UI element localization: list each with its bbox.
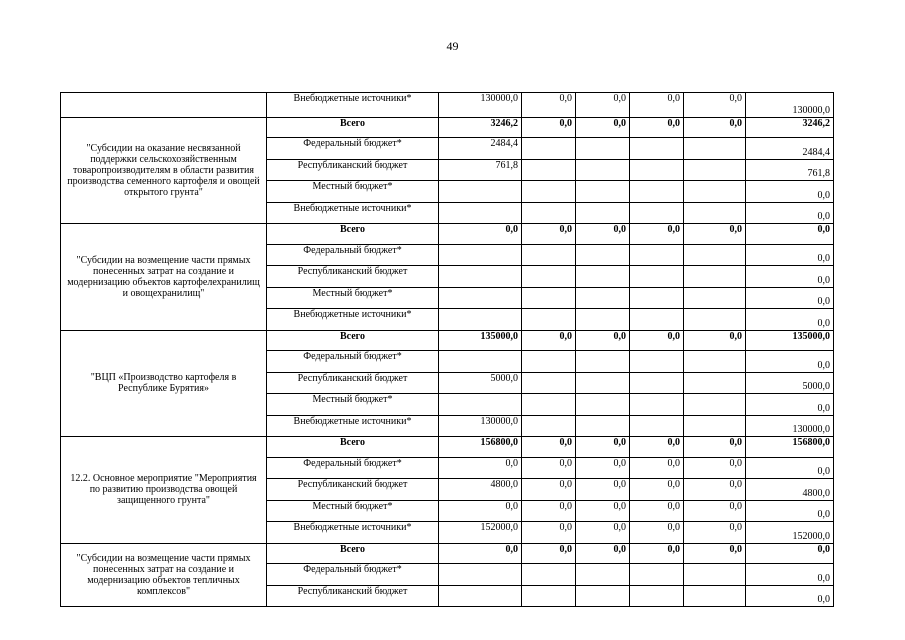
year-value-cell: 130000,0 <box>439 93 522 118</box>
year-value-cell: 0,0 <box>522 500 576 522</box>
year-value-cell: 0,0 <box>684 93 746 118</box>
year-value-cell <box>576 138 630 160</box>
year-value-cell: 0,0 <box>522 330 576 351</box>
year-value-cell: 0,0 <box>576 93 630 118</box>
total-value-cell: 0,0 <box>746 287 834 309</box>
year-value-cell <box>576 564 630 586</box>
year-value-cell: 0,0 <box>522 522 576 544</box>
year-value-cell <box>684 266 746 288</box>
table-row <box>61 330 834 351</box>
year-value-cell: 0,0 <box>684 457 746 479</box>
funding-source: Всего <box>267 543 439 564</box>
year-value-cell: 0,0 <box>684 500 746 522</box>
year-value-cell: 0,0 <box>630 522 684 544</box>
year-value-cell <box>684 181 746 203</box>
table-row <box>61 117 834 138</box>
funding-source: Местный бюджет* <box>267 500 439 522</box>
table-row <box>61 93 834 118</box>
year-value-cell <box>439 394 522 416</box>
year-value-cell <box>576 202 630 224</box>
year-value-cell: 0,0 <box>684 522 746 544</box>
funding-source: Федеральный бюджет* <box>267 457 439 479</box>
total-value-cell: 761,8 <box>746 159 834 181</box>
total-value-cell: 4800,0 <box>746 479 834 501</box>
page-number: 49 <box>446 39 459 53</box>
funding-source: Местный бюджет* <box>267 287 439 309</box>
funding-source: Внебюджетные источники* <box>267 522 439 544</box>
year-value-cell <box>576 351 630 373</box>
year-value-cell <box>684 159 746 181</box>
year-value-cell <box>576 244 630 266</box>
year-value-cell <box>630 394 684 416</box>
year-value-cell: 0,0 <box>576 479 630 501</box>
year-value-cell: 0,0 <box>576 543 630 564</box>
year-value-cell <box>684 202 746 224</box>
measure-description: "Субсидии на возмещение части прямых понесенных затрат на создание и модернизацию объектов картофелехранилищ и овощехранилищ" <box>61 224 267 331</box>
year-value-cell: 0,0 <box>522 117 576 138</box>
year-value-cell: 135000,0 <box>439 330 522 351</box>
year-value-cell <box>684 244 746 266</box>
funding-source: Местный бюджет* <box>267 394 439 416</box>
year-value-cell: 0,0 <box>522 93 576 118</box>
year-value-cell: 0,0 <box>630 117 684 138</box>
funding-source: Республиканский бюджет <box>267 585 439 607</box>
year-value-cell: 0,0 <box>684 437 746 458</box>
total-value-cell: 0,0 <box>746 309 834 331</box>
year-value-cell <box>630 138 684 160</box>
year-value-cell <box>522 181 576 203</box>
year-value-cell <box>684 138 746 160</box>
year-value-cell <box>522 202 576 224</box>
funding-source: Республиканский бюджет <box>267 479 439 501</box>
year-value-cell <box>522 244 576 266</box>
measure-description <box>61 93 267 118</box>
budget-table <box>60 92 834 607</box>
year-value-cell <box>576 585 630 607</box>
year-value-cell: 0,0 <box>576 117 630 138</box>
year-value-cell: 0,0 <box>576 457 630 479</box>
year-value-cell <box>576 287 630 309</box>
total-value-cell: 0,0 <box>746 202 834 224</box>
funding-source: Республиканский бюджет <box>267 266 439 288</box>
year-value-cell: 0,0 <box>439 500 522 522</box>
table-row <box>61 543 834 564</box>
total-value-cell: 0,0 <box>746 543 834 564</box>
year-value-cell <box>684 394 746 416</box>
funding-source: Всего <box>267 437 439 458</box>
year-value-cell: 0,0 <box>522 543 576 564</box>
year-value-cell: 0,0 <box>576 522 630 544</box>
year-value-cell <box>684 415 746 437</box>
funding-source: Федеральный бюджет* <box>267 351 439 373</box>
year-value-cell: 0,0 <box>522 437 576 458</box>
year-value-cell: 0,0 <box>522 224 576 245</box>
year-value-cell: 0,0 <box>630 224 684 245</box>
year-value-cell <box>630 202 684 224</box>
year-value-cell <box>576 181 630 203</box>
year-value-cell <box>522 287 576 309</box>
year-value-cell <box>630 372 684 394</box>
year-value-cell <box>630 159 684 181</box>
year-value-cell: 0,0 <box>576 224 630 245</box>
year-value-cell <box>684 372 746 394</box>
total-value-cell: 0,0 <box>746 564 834 586</box>
year-value-cell <box>439 287 522 309</box>
total-value-cell: 135000,0 <box>746 330 834 351</box>
year-value-cell: 156800,0 <box>439 437 522 458</box>
year-value-cell <box>522 159 576 181</box>
total-value-cell: 156800,0 <box>746 437 834 458</box>
year-value-cell: 0,0 <box>684 479 746 501</box>
year-value-cell <box>684 287 746 309</box>
year-value-cell <box>630 244 684 266</box>
year-value-cell: 0,0 <box>439 224 522 245</box>
year-value-cell <box>684 585 746 607</box>
year-value-cell: 0,0 <box>522 457 576 479</box>
year-value-cell <box>439 564 522 586</box>
measure-description: "Субсидии на оказание несвязанной поддержки сельскохозяйственным товаропроизводителям в области развития производства семенного картофеля и овощей открытого грунта" <box>61 117 267 224</box>
measure-description: 12.2. Основное мероприятие "Мероприятия по развитию производства овощей защищенного грунта" <box>61 437 267 544</box>
funding-source: Всего <box>267 117 439 138</box>
year-value-cell: 0,0 <box>576 437 630 458</box>
total-value-cell: 152000,0 <box>746 522 834 544</box>
year-value-cell <box>439 585 522 607</box>
total-value-cell: 5000,0 <box>746 372 834 394</box>
funding-source: Федеральный бюджет* <box>267 244 439 266</box>
year-value-cell <box>522 394 576 416</box>
year-value-cell <box>522 372 576 394</box>
funding-source: Федеральный бюджет* <box>267 564 439 586</box>
year-value-cell <box>576 266 630 288</box>
year-value-cell <box>630 266 684 288</box>
year-value-cell <box>630 351 684 373</box>
year-value-cell: 130000,0 <box>439 415 522 437</box>
measure-description: "ВЦП «Производство картофеля в Республике Бурятия» <box>61 330 267 437</box>
funding-source: Внебюджетные источники* <box>267 415 439 437</box>
year-value-cell <box>684 309 746 331</box>
year-value-cell <box>522 266 576 288</box>
funding-source: Местный бюджет* <box>267 181 439 203</box>
year-value-cell: 761,8 <box>439 159 522 181</box>
total-value-cell: 0,0 <box>746 244 834 266</box>
year-value-cell: 0,0 <box>684 330 746 351</box>
total-value-cell: 0,0 <box>746 266 834 288</box>
year-value-cell <box>576 394 630 416</box>
year-value-cell <box>522 138 576 160</box>
funding-source: Республиканский бюджет <box>267 372 439 394</box>
year-value-cell: 0,0 <box>630 543 684 564</box>
year-value-cell <box>522 585 576 607</box>
year-value-cell <box>684 564 746 586</box>
year-value-cell: 0,0 <box>630 500 684 522</box>
measure-description: "Субсидии на возмещение части прямых понесенных затрат на создание и модернизацию объектов тепличных комплексов" <box>61 543 267 607</box>
year-value-cell: 152000,0 <box>439 522 522 544</box>
table-row <box>61 224 834 245</box>
year-value-cell <box>439 351 522 373</box>
year-value-cell: 0,0 <box>576 500 630 522</box>
year-value-cell: 0,0 <box>576 330 630 351</box>
year-value-cell: 2484,4 <box>439 138 522 160</box>
year-value-cell <box>630 309 684 331</box>
funding-source: Всего <box>267 224 439 245</box>
year-value-cell <box>439 266 522 288</box>
total-value-cell: 2484,4 <box>746 138 834 160</box>
year-value-cell <box>630 585 684 607</box>
year-value-cell <box>630 564 684 586</box>
year-value-cell <box>630 287 684 309</box>
year-value-cell <box>439 309 522 331</box>
year-value-cell <box>439 181 522 203</box>
year-value-cell: 0,0 <box>522 479 576 501</box>
year-value-cell: 3246,2 <box>439 117 522 138</box>
total-value-cell: 0,0 <box>746 585 834 607</box>
total-value-cell: 0,0 <box>746 394 834 416</box>
funding-source: Внебюджетные источники* <box>267 202 439 224</box>
year-value-cell: 0,0 <box>630 479 684 501</box>
total-value-cell: 0,0 <box>746 224 834 245</box>
year-value-cell: 0,0 <box>684 117 746 138</box>
funding-source: Внебюджетные источники* <box>267 309 439 331</box>
year-value-cell <box>576 372 630 394</box>
table-row <box>61 437 834 458</box>
year-value-cell <box>684 351 746 373</box>
total-value-cell: 3246,2 <box>746 117 834 138</box>
funding-source: Федеральный бюджет* <box>267 138 439 160</box>
total-value-cell: 0,0 <box>746 457 834 479</box>
total-value-cell: 0,0 <box>746 181 834 203</box>
year-value-cell: 5000,0 <box>439 372 522 394</box>
total-value-cell: 0,0 <box>746 351 834 373</box>
year-value-cell <box>576 309 630 331</box>
year-value-cell: 4800,0 <box>439 479 522 501</box>
funding-source: Внебюджетные источники* <box>267 93 439 118</box>
year-value-cell <box>439 244 522 266</box>
year-value-cell: 0,0 <box>630 330 684 351</box>
year-value-cell: 0,0 <box>439 457 522 479</box>
year-value-cell <box>630 415 684 437</box>
year-value-cell: 0,0 <box>684 543 746 564</box>
year-value-cell: 0,0 <box>439 543 522 564</box>
year-value-cell <box>630 181 684 203</box>
year-value-cell: 0,0 <box>630 437 684 458</box>
year-value-cell <box>522 309 576 331</box>
year-value-cell: 0,0 <box>684 224 746 245</box>
year-value-cell: 0,0 <box>630 93 684 118</box>
year-value-cell <box>576 415 630 437</box>
year-value-cell <box>522 415 576 437</box>
year-value-cell: 0,0 <box>630 457 684 479</box>
year-value-cell <box>522 351 576 373</box>
year-value-cell <box>439 202 522 224</box>
total-value-cell: 130000,0 <box>746 415 834 437</box>
total-value-cell: 0,0 <box>746 500 834 522</box>
total-value-cell: 130000,0 <box>746 93 834 118</box>
funding-source: Всего <box>267 330 439 351</box>
year-value-cell <box>576 159 630 181</box>
funding-source: Республиканский бюджет <box>267 159 439 181</box>
year-value-cell <box>522 564 576 586</box>
